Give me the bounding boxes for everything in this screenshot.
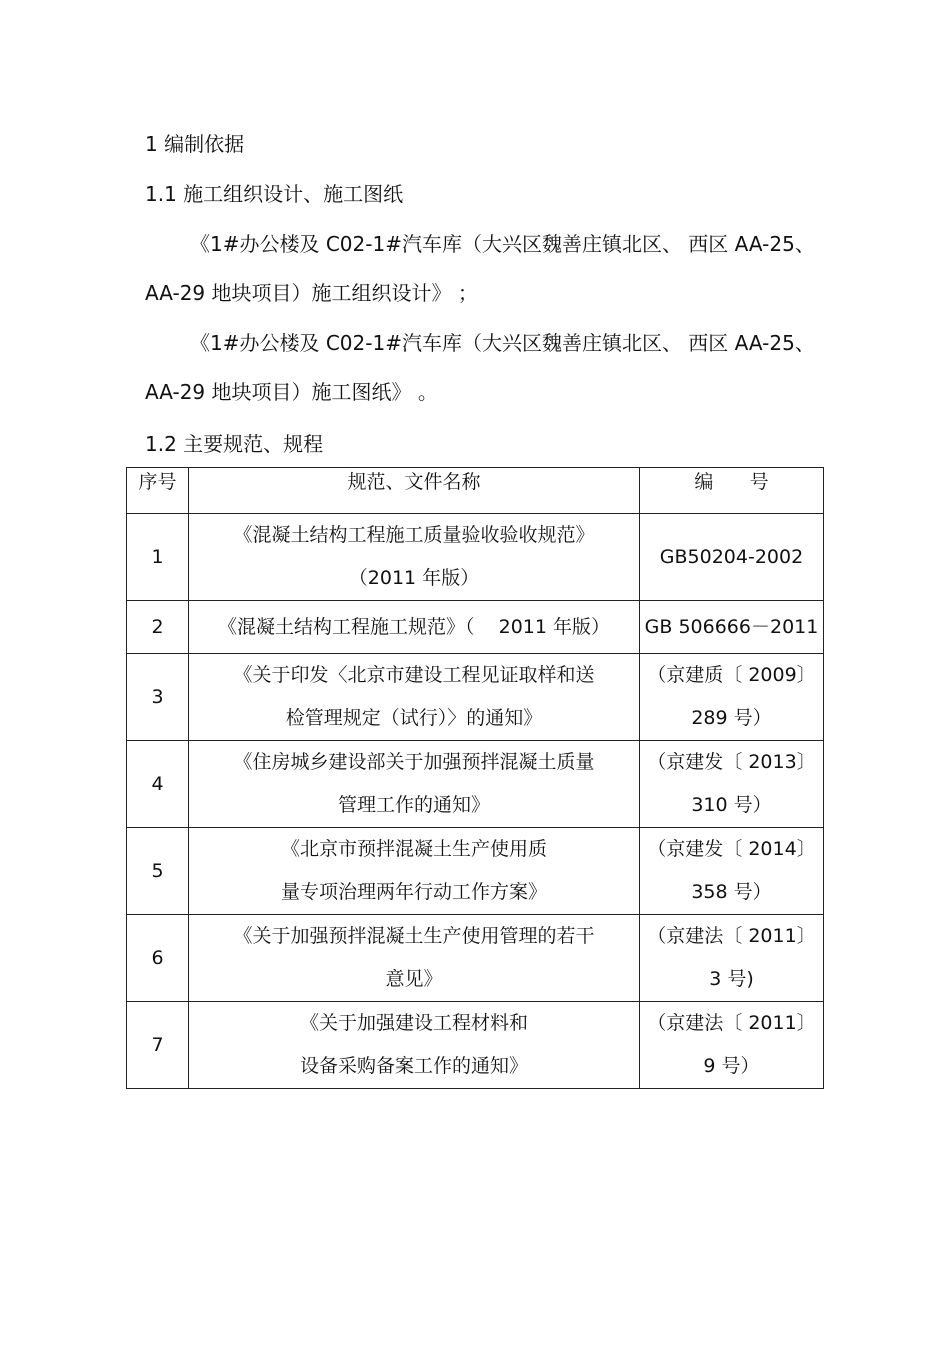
section-heading-1-1: 1.1 施工组织设计、施工图纸	[145, 182, 404, 206]
row-code	[640, 828, 824, 915]
header-code: 编 号	[640, 468, 824, 514]
table-row	[127, 915, 824, 1002]
row-code	[640, 654, 824, 741]
row-code	[640, 514, 824, 601]
row-code	[640, 1002, 824, 1089]
row-code	[640, 915, 824, 1002]
row-code-line: GB 506666－2011	[644, 615, 819, 638]
row-name	[189, 601, 640, 654]
header-name: 规范、文件名称	[189, 468, 640, 514]
row-name-line: 《关于印发〈北京市建设工程见证取样和送	[233, 664, 595, 686]
row-code-line: 289 号）	[691, 707, 772, 729]
row-code-line: （京建法〔 2011〕	[647, 925, 816, 947]
row-name-line: 意见》	[385, 968, 443, 990]
section-heading-1-2: 1.2 主要规范、规程	[145, 432, 324, 456]
row-name-line: 量专项治理两年行动工作方案》	[280, 881, 547, 903]
paragraph-org-design-line1: 《1#办公楼及 C02-1#汽车库（大兴区魏善庄镇北区、 西区 AA-25、	[190, 232, 815, 256]
table-row	[127, 741, 824, 828]
section-heading-1: 1 编制依据	[145, 132, 245, 156]
row-name-line: 《住房城乡建设部关于加强预拌混凝土质量	[233, 751, 595, 773]
paragraph-drawings-line1: 《1#办公楼及 C02-1#汽车库（大兴区魏善庄镇北区、 西区 AA-25、	[190, 331, 815, 355]
row-code-line: 3 号)	[709, 968, 754, 990]
row-name-line: 《北京市预拌混凝土生产使用质	[280, 838, 547, 860]
row-seq: 2	[127, 601, 189, 654]
row-name-line: 检管理规定（试行）〉的通知》	[285, 707, 543, 729]
table-row	[127, 1002, 824, 1089]
row-name-line: 《混凝土结构工程施工规范》（ 2011 年版）	[217, 615, 611, 638]
paragraph-org-design-line2: AA-29 地块项目）施工组织设计》 ；	[145, 281, 478, 305]
table-body	[127, 514, 824, 1089]
row-name	[189, 915, 640, 1002]
row-code-line: （京建质〔 2009〕	[647, 664, 816, 686]
row-seq: 4	[127, 741, 189, 828]
row-name-line: 《关于加强建设工程材料和	[299, 1012, 528, 1034]
row-name	[189, 1002, 640, 1089]
row-name	[189, 828, 640, 915]
row-seq: 6	[127, 915, 189, 1002]
table-row	[127, 601, 824, 654]
row-code-line: GB50204-2002	[659, 545, 804, 568]
table-row	[127, 514, 824, 601]
row-name-line: 《关于加强预拌混凝土生产使用管理的若干	[233, 925, 595, 947]
row-name-line: （2011 年版）	[348, 567, 480, 589]
row-name-line: 设备采购备案工作的通知》	[299, 1055, 528, 1077]
row-name-line: 《混凝土结构工程施工质量验收验收规范》	[233, 524, 595, 546]
row-name	[189, 741, 640, 828]
table-row	[127, 654, 824, 741]
row-seq: 5	[127, 828, 189, 915]
paragraph-drawings-line2: AA-29 地块项目）施工图纸》 。	[145, 380, 438, 404]
row-seq: 3	[127, 654, 189, 741]
row-seq: 7	[127, 1002, 189, 1089]
row-code	[640, 601, 824, 654]
row-code	[640, 741, 824, 828]
row-name	[189, 514, 640, 601]
row-code-line: （京建发〔 2014〕	[647, 838, 816, 860]
row-code-line: （京建法〔 2011〕	[647, 1012, 816, 1034]
row-seq: 1	[127, 514, 189, 601]
row-name-line: 管理工作的通知》	[337, 794, 490, 816]
row-code-line: 310 号）	[691, 794, 772, 816]
table-row	[127, 828, 824, 915]
row-code-line: （京建发〔 2013〕	[647, 751, 816, 773]
row-name	[189, 654, 640, 741]
header-seq: 序号	[127, 468, 189, 514]
table-header-row	[127, 468, 824, 514]
row-code-line: 358 号）	[691, 881, 772, 903]
standards-table	[126, 467, 824, 1089]
row-code-line: 9 号）	[703, 1055, 760, 1077]
